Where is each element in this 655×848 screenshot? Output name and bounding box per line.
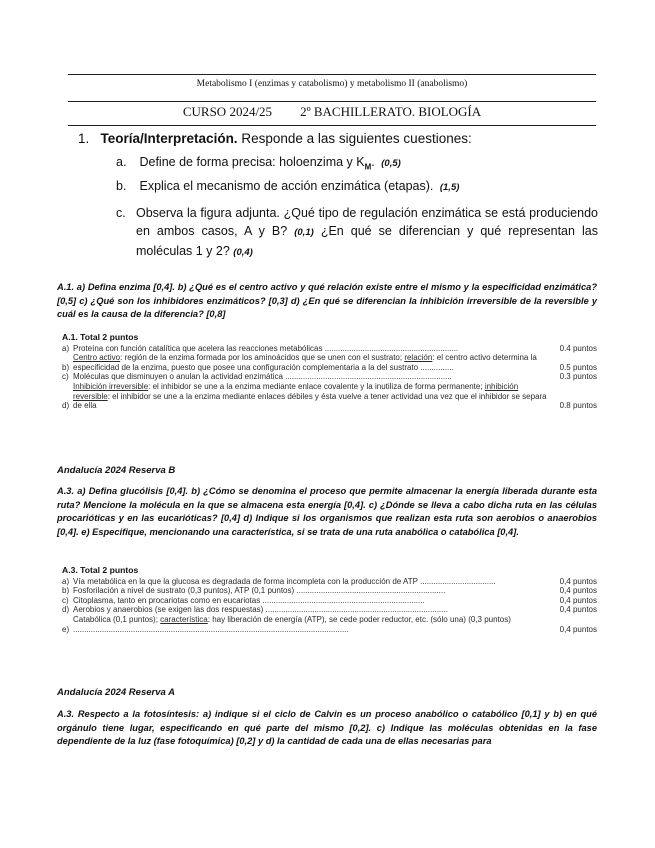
header-curso: CURSO 2024/25 [182, 104, 273, 119]
item-c-text-1: Observa la figura adjunta. ¿Qué tipo de regulación enzimática se está produciendo en ambos casos, A y B? [136, 206, 598, 238]
question-heading: Teoría/Interpretación. [100, 131, 238, 146]
solution-a3-title: A.3. Total 2 puntos [62, 565, 139, 575]
solution-row: c) Moléculas que disminuyen o anulan la actividad enzimática ........................................................................... 0.3 puntos [62, 372, 597, 382]
km-subscript: M [364, 162, 372, 172]
question-number: 1. [78, 131, 90, 146]
question-item-c: c. Observa la figura adjunta. ¿Qué tipo de regulación enzimática se está produciendo en ambos casos, A y B? (0,1) ¿En qué se diferencian y qué representan las moléculas 1 y 2? (0,4) [116, 206, 598, 258]
question-intro: Responde a las siguientes cuestiones: [241, 131, 472, 146]
item-c-points-1: (0,1) [294, 227, 314, 238]
solution-a1-title: A.1. Total 2 puntos [62, 332, 139, 342]
item-b-text: Explica el mecanismo de acción enzimática (etapas). [139, 179, 434, 193]
solution-row: b) Fosforilación a nivel de sustrato (0,3 puntos), ATP (0,1 puntos) ................................................................... 0,4 puntos [62, 586, 597, 596]
solution-points: 0,4 puntos [559, 586, 597, 596]
header-title: Metabolismo I (enzimas y catabolismo) y metabolismo II (anabolismo) [196, 79, 468, 89]
solution-row: b) Centro activo: región de la enzima formada por los aminoácidos que se unen con el sustrato; relación: el centro activo determina la especificidad de la enzima, puesto que posee una configuración complementaria a la del sustrato ............... 0.5 puntos [62, 353, 597, 372]
item-b-points: (1,5) [439, 182, 460, 193]
exam-question-a1: A.1. a) Defina enzima [0,4]. b) ¿Qué es el centro activo y qué relación existe entre el mismo y la especificidad enzimática? [0,5] c) ¿Qué son los inhibidores enzimáticos? [0,3] d) ¿En qué se diferencian la inhibición irreversible de la reversible y cuál es la causa de la diferencia? [0,8] [57, 282, 597, 319]
solution-points: 0,4 puntos [559, 576, 597, 586]
solution-points: 0.8 puntos [559, 401, 597, 411]
item-c-points-2: (0,4) [233, 247, 253, 258]
exam-source-reserva-b: Andalucía 2024 Reserva B [57, 465, 176, 476]
item-a-points: (0,5) [381, 158, 401, 169]
solution-points: 0.5 puntos [559, 362, 597, 372]
solution-points: 0,4 puntos [559, 624, 597, 634]
question-item-b: b. Explica el mecanismo de acción enzimática (etapas). (1,5) [116, 179, 460, 193]
header-nivel: 2º BACHILLERATO. BIOLOGÍA [300, 104, 482, 119]
solution-a1 [62, 333, 597, 411]
exam-question-a3-a: A.3. Respecto a la fotosíntesis: a) indique si el ciclo de Calvin es un proceso anabólico o catabólico [0,1] y b) en qué orgánulo tiene lugar, especificando en qué parte del mismo [0,2]. c) Indique las moléculas obtenidas en la fase dependiente de la luz (fase fotoquímica) [0,2] y d) la cantidad de cada una de ellas necesarias para [57, 709, 597, 746]
solution-row: c) Citoplasma, tanto en procariotas como en eucariotas ......................................................................... 0,4 puntos [62, 595, 597, 605]
solution-a3 [62, 566, 597, 634]
header-course-line [68, 101, 596, 120]
solution-row: d) Inhibición irreversible: el inhibidor se une a la enzima mediante enlace covalente y la inutiliza de forma permanente; inhibición reversible: el inhibidor se une a la enzima mediante enlaces débiles y ésta vuelve a tener actividad una vez que el inhibidor se separa de ella 0.8 puntos [62, 381, 597, 411]
solution-row: e) Catabólica (0,1 puntos); característica: hay liberación de energía (ATP), se cede poder reductor, etc. (sólo una) (0,3 puntos) ............................................................................................................................ 0,4 puntos [62, 614, 597, 634]
solution-points: 0.3 puntos [559, 372, 597, 382]
solution-points: 0,4 puntos [559, 605, 597, 615]
solution-row: a) Vía metabólica en la que la glucosa es degradada de forma incompleta con la producción de ATP .................................. 0,4 puntos [62, 576, 597, 586]
solution-row: a) Proteína con función catalítica que acelera las reacciones metabólicas ............................................................ 0.4 puntos [62, 343, 597, 353]
document-header [68, 74, 596, 126]
exam-source-reserva-a: Andalucía 2024 Reserva A [57, 687, 175, 698]
item-c-text-2: ¿En qué se diferencian y qué representan las moléculas 1 y 2? [136, 224, 598, 258]
question-item-a: a. Define de forma precisa: holoenzima y $K_M$. (0,5) [116, 155, 401, 172]
solution-points: 0,4 puntos [559, 595, 597, 605]
question-1-title [78, 131, 472, 146]
solution-points: 0.4 puntos [559, 343, 597, 353]
item-a-text: Define de forma precisa: holoenzima y K [139, 155, 365, 169]
solution-row: d) Aerobios y anaerobios (se exigen las dos respuestas) .................................................................................. 0,4 puntos [62, 605, 597, 615]
exam-question-a3-b: A.3. a) Defina glucólisis [0,4]. b) ¿Cómo se denomina el proceso que permite almacenar la energía liberada durante esta ruta? Mencione la molécula en la que se almacena esta energía [0,4]. c) ¿Dónde se lleva a cabo dicha ruta en las células procarióticas y en las eucarióticas? [0,4] d) Indique si los organismos que realizan esta ruta son aerobios o anaerobios [0,4]. e) Especifique, mencionando una característica, si se trata de una ruta anabólica o catabólica [0,4]. [57, 486, 597, 537]
